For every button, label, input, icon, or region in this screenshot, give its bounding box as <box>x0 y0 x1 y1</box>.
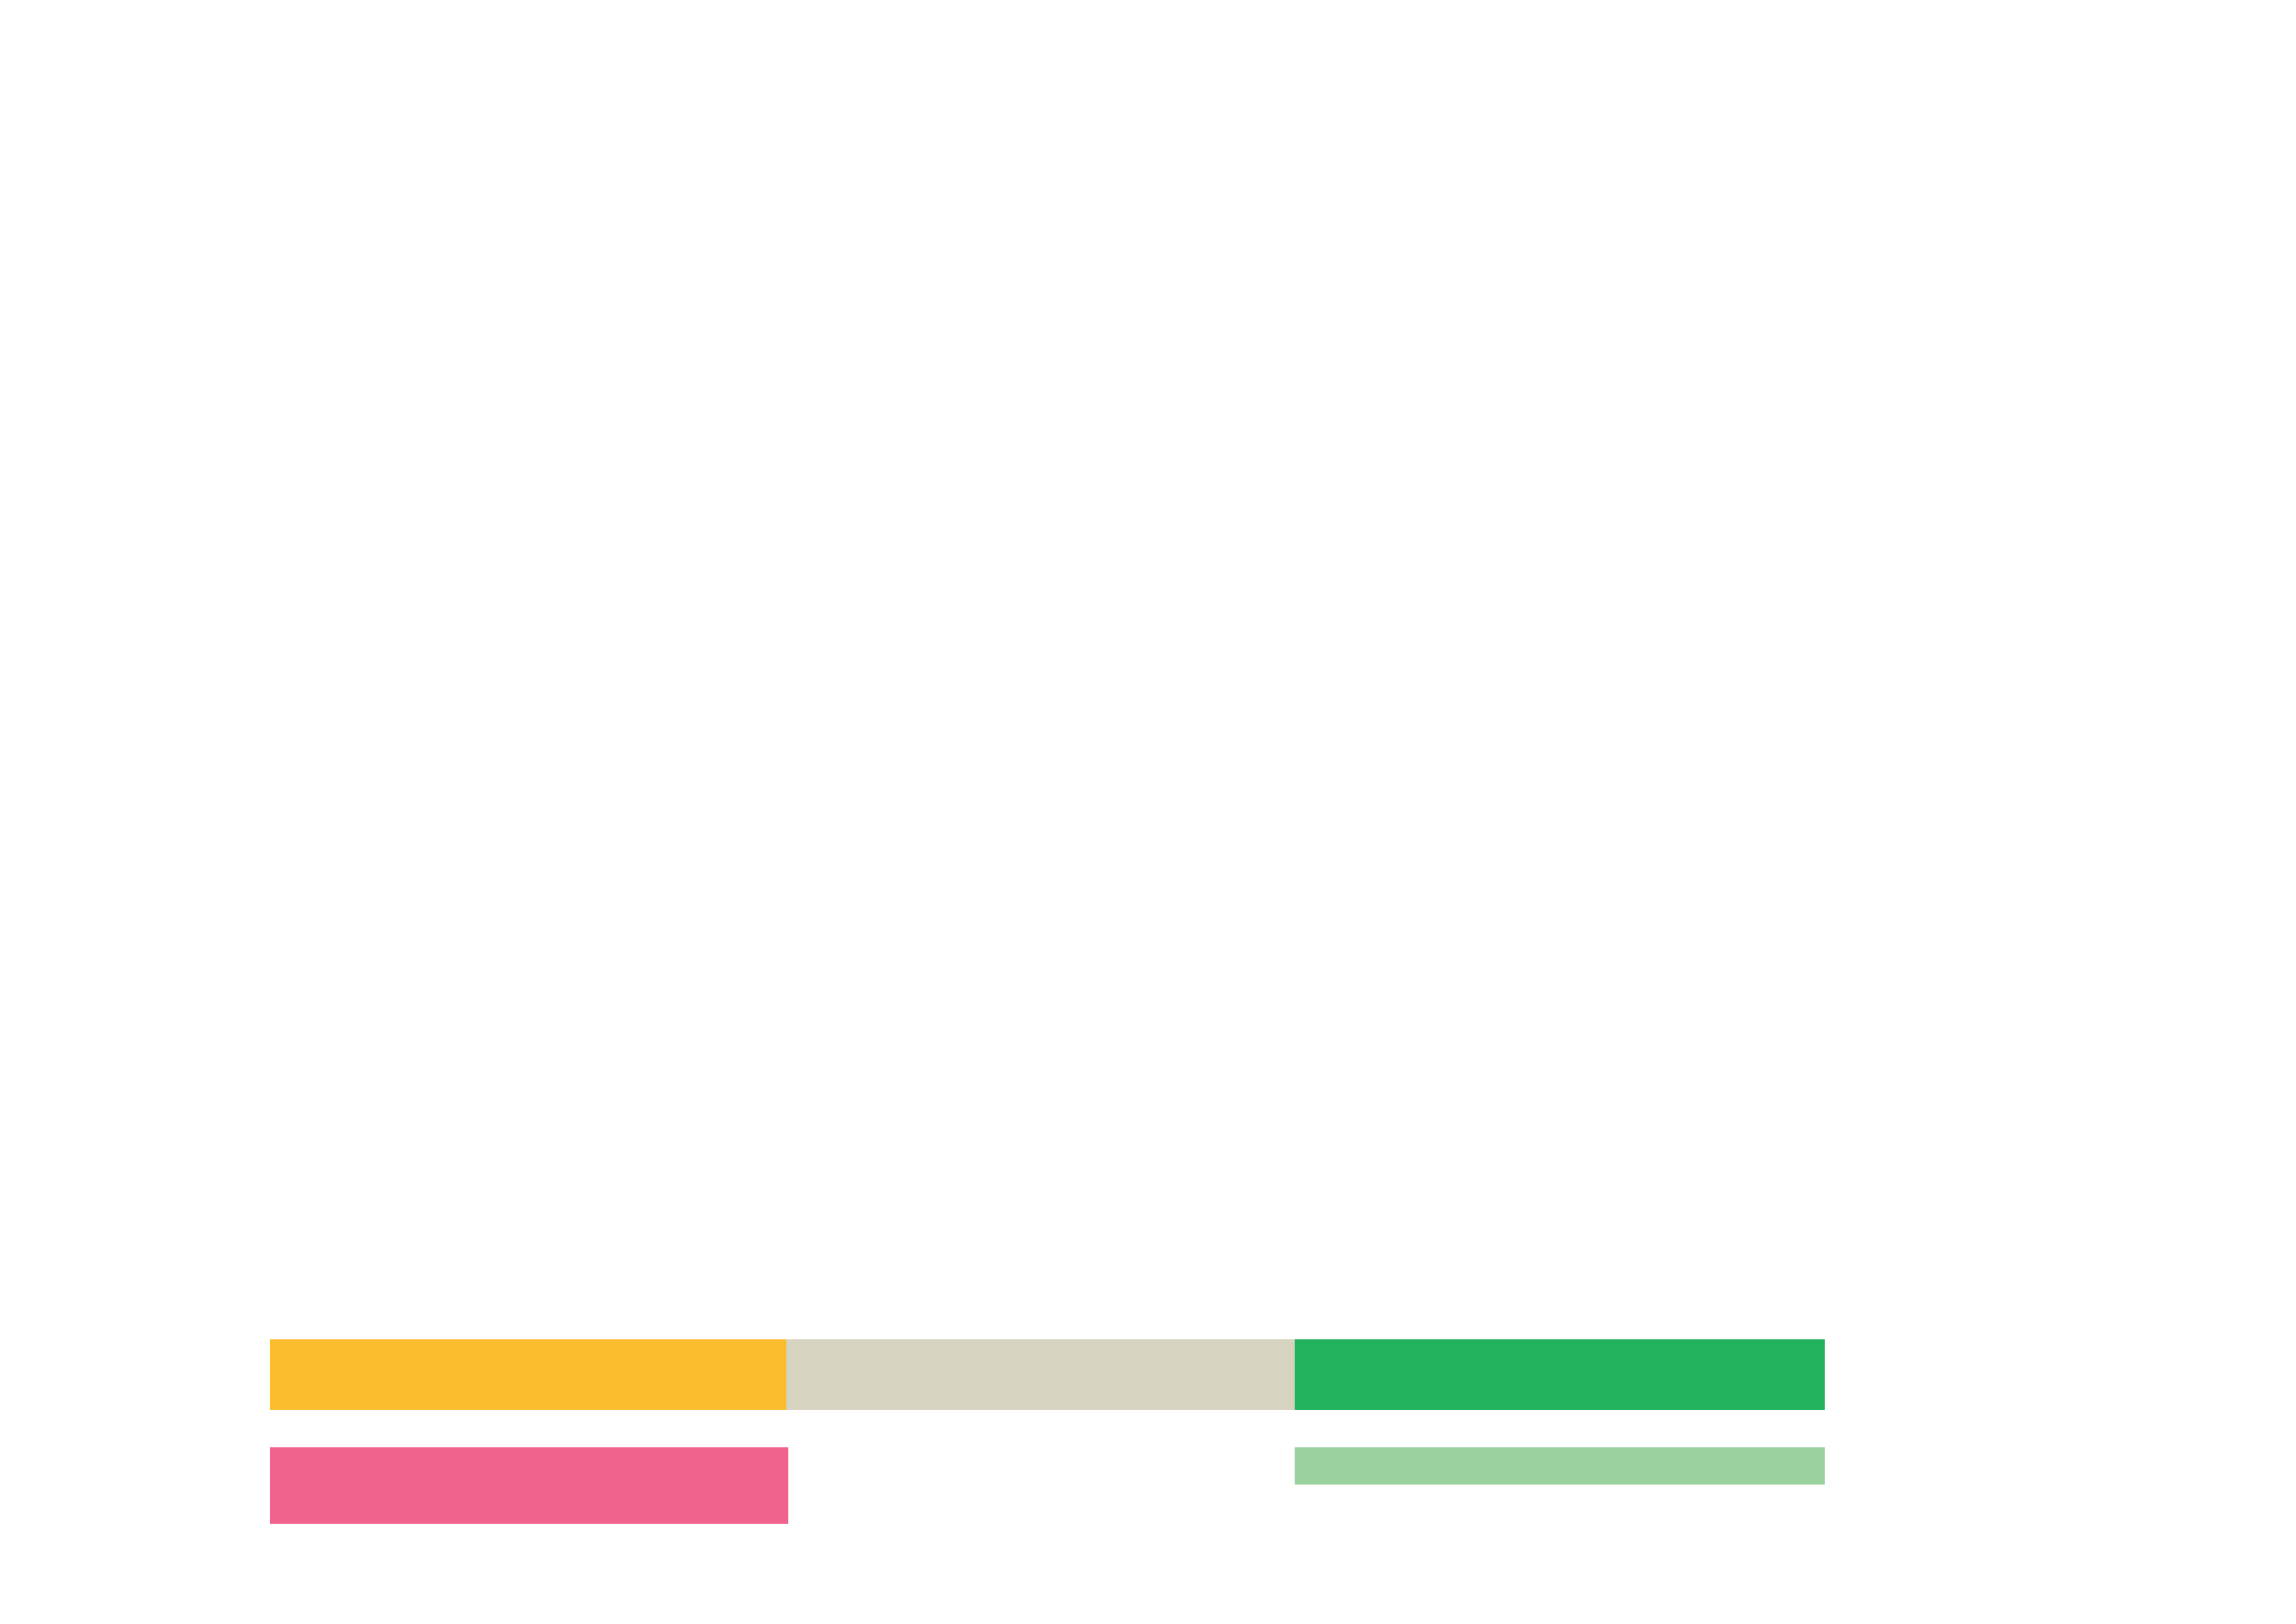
legend-jmd <box>270 1339 786 1410</box>
legend-reserved <box>1295 1447 1825 1485</box>
legend-hiphop <box>270 1447 788 1524</box>
legend-sl <box>1295 1339 1825 1410</box>
legend-kt <box>786 1339 1295 1410</box>
